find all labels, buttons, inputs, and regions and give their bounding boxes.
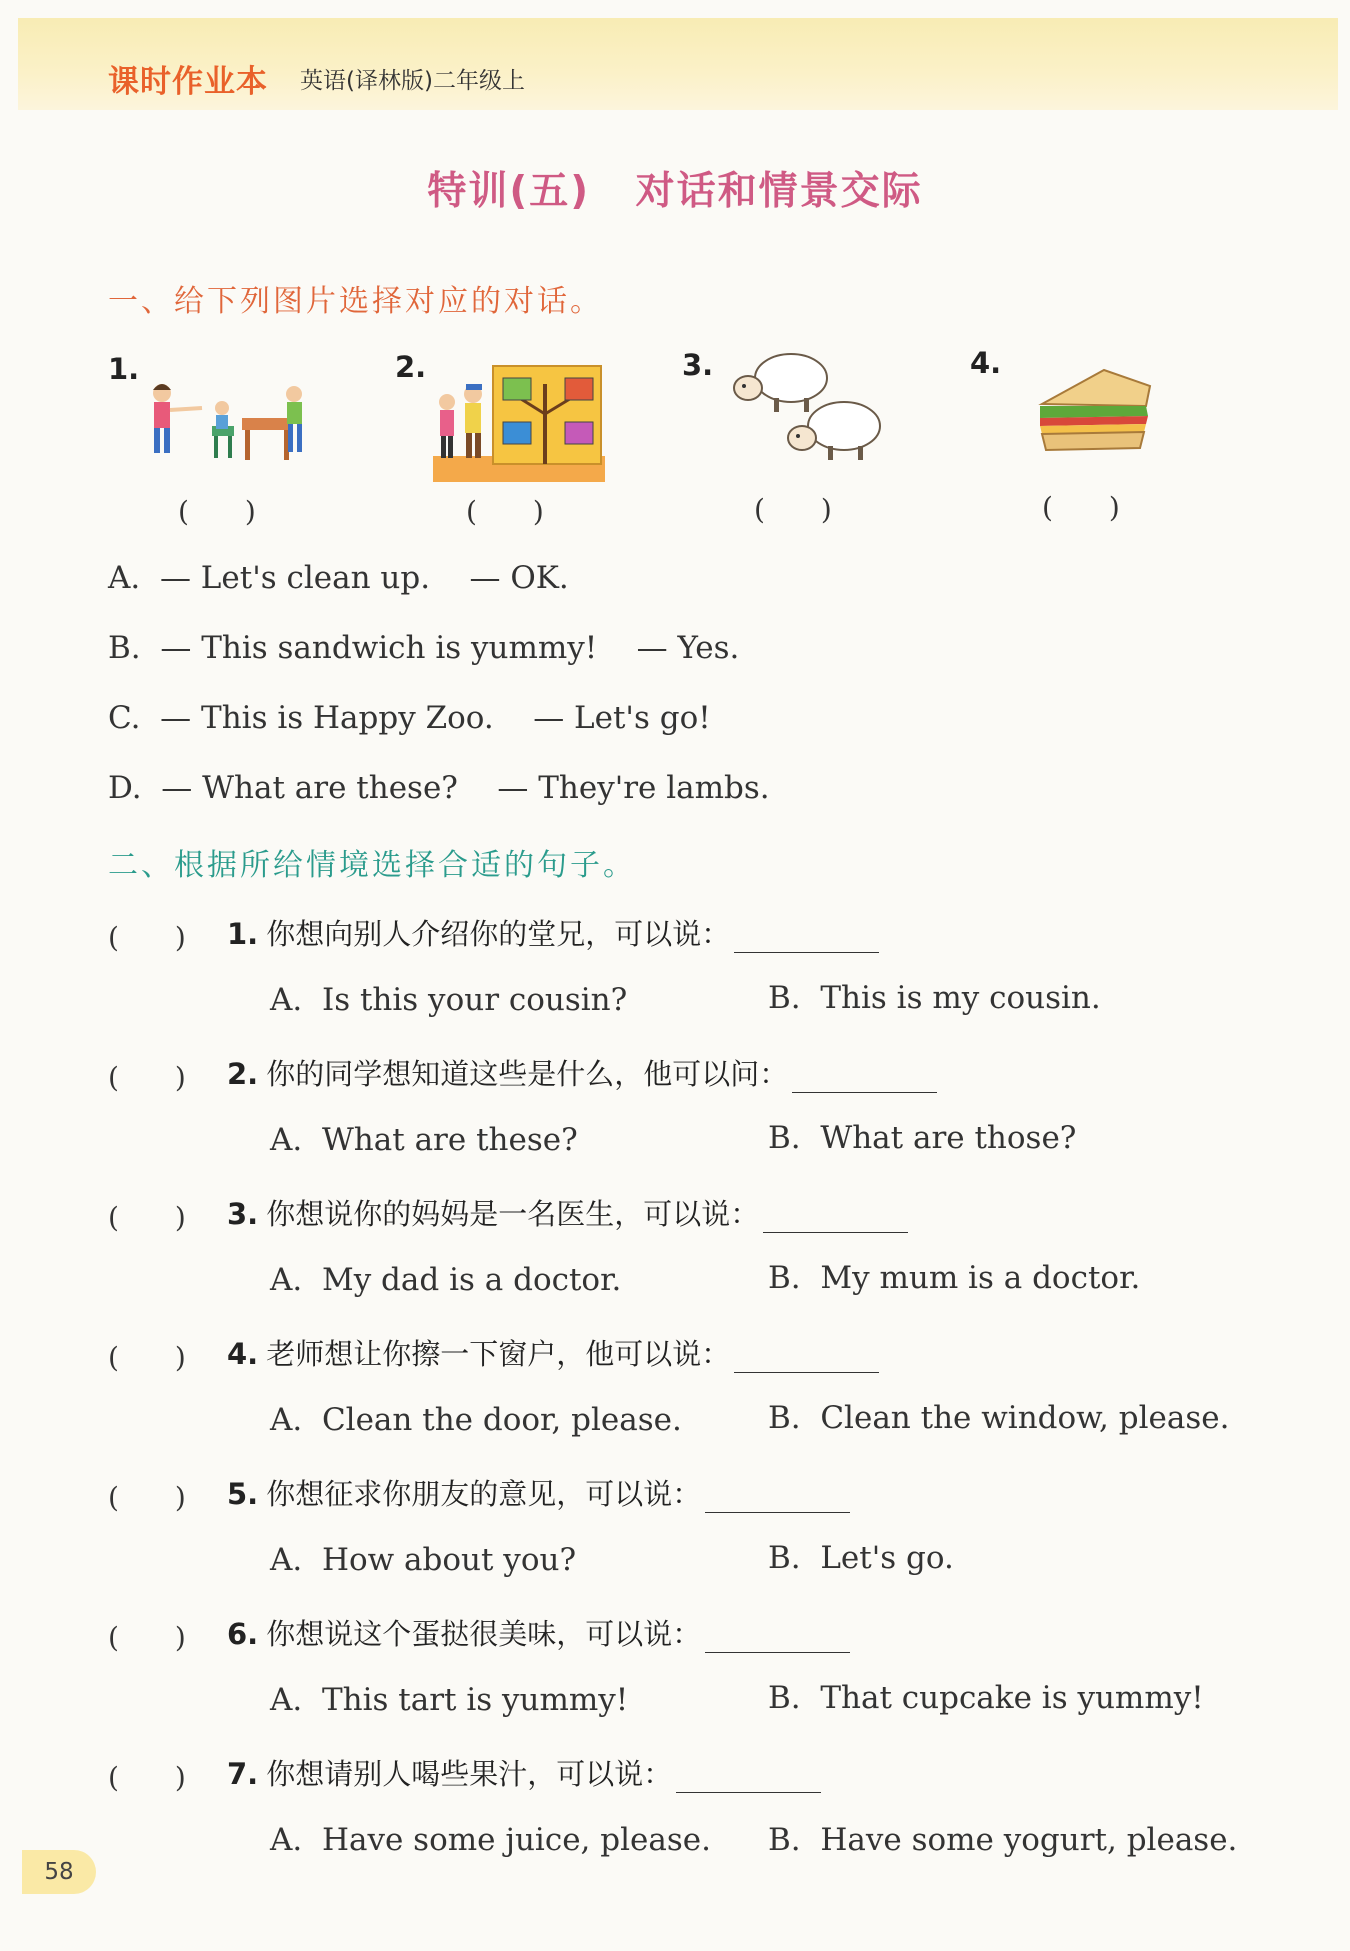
question-5-choice-a: A. How about you? <box>270 1542 577 1578</box>
answer-blank[interactable] <box>734 922 879 953</box>
answer-blank[interactable] <box>734 1342 879 1373</box>
sandwich-picture <box>1034 366 1156 456</box>
dialogue-option-b: B. — This sandwich is yummy! — Yes. <box>108 630 740 666</box>
question-1-choice-b: B. This is my cousin. <box>768 980 1101 1016</box>
question-4-answer-paren[interactable]: ( ) <box>108 1341 186 1374</box>
book-info: 英语(译林版)二年级上 <box>300 68 525 94</box>
question-5-choice-b: B. Let's go. <box>768 1540 954 1576</box>
question-1 <box>227 912 879 953</box>
question-prompt: 你的同学想知道这些是什么，他可以问： <box>266 1057 789 1091</box>
question-5-answer-paren[interactable]: ( ) <box>108 1481 186 1514</box>
question-prompt: 老师想让你擦一下窗户，他可以说： <box>266 1337 731 1371</box>
question-number: 6. <box>227 1617 259 1651</box>
question-7-choice-a: A. Have some juice, please. <box>270 1822 711 1858</box>
picture-3-number: 3. <box>682 348 714 382</box>
lambs-picture <box>726 348 886 468</box>
question-number: 7. <box>227 1757 259 1791</box>
picture-4-answer-paren[interactable]: ( ) <box>1042 491 1120 524</box>
section-2-heading: 二、根据所给情境选择合适的句子。 <box>108 848 636 883</box>
question-7-choice-b: B. Have some yogurt, please. <box>768 1822 1238 1858</box>
question-1-answer-paren[interactable]: ( ) <box>108 921 186 954</box>
question-2-choice-b: B. What are those? <box>768 1120 1077 1156</box>
classroom-cleanup-picture <box>142 378 322 468</box>
question-number: 2. <box>227 1057 259 1091</box>
page-number: 58 <box>22 1850 96 1894</box>
question-2 <box>227 1052 937 1093</box>
question-prompt: 你想请别人喝些果汁，可以说： <box>266 1757 673 1791</box>
dialogue-option-a: A. — Let's clean up. — OK. <box>108 560 569 596</box>
question-number: 3. <box>227 1197 259 1231</box>
question-prompt: 你想向别人介绍你的堂兄，可以说： <box>266 917 731 951</box>
picture-4-number: 4. <box>970 346 1002 380</box>
question-7-answer-paren[interactable]: ( ) <box>108 1761 186 1794</box>
brand-title: 课时作业本 <box>108 64 268 100</box>
question-6-choice-b: B. That cupcake is yummy! <box>768 1680 1204 1716</box>
question-6-choice-a: A. This tart is yummy! <box>270 1682 629 1718</box>
zoo-signboard-picture <box>433 364 605 482</box>
picture-1-number: 1. <box>108 352 140 386</box>
question-number: 4. <box>227 1337 259 1371</box>
question-3-choice-a: A. My dad is a doctor. <box>270 1262 622 1298</box>
answer-blank[interactable] <box>705 1622 850 1653</box>
picture-2-number: 2. <box>395 350 427 384</box>
question-3-choice-b: B. My mum is a doctor. <box>768 1260 1141 1296</box>
question-4 <box>227 1332 879 1373</box>
question-2-answer-paren[interactable]: ( ) <box>108 1061 186 1094</box>
picture-1-answer-paren[interactable]: ( ) <box>178 495 256 528</box>
question-6-answer-paren[interactable]: ( ) <box>108 1621 186 1654</box>
dialogue-option-d: D. — What are these? — They're lambs. <box>108 770 770 806</box>
question-7 <box>227 1752 821 1793</box>
picture-3-answer-paren[interactable]: ( ) <box>754 493 832 526</box>
answer-blank[interactable] <box>763 1202 908 1233</box>
question-number: 5. <box>227 1477 259 1511</box>
question-3-answer-paren[interactable]: ( ) <box>108 1201 186 1234</box>
answer-blank[interactable] <box>676 1762 821 1793</box>
answer-blank[interactable] <box>705 1482 850 1513</box>
question-prompt: 你想说这个蛋挞很美味，可以说： <box>266 1617 702 1651</box>
answer-blank[interactable] <box>792 1062 937 1093</box>
question-prompt: 你想说你的妈妈是一名医生，可以说： <box>266 1197 760 1231</box>
question-1-choice-a: A. Is this your cousin? <box>270 982 628 1018</box>
question-6 <box>227 1612 850 1653</box>
question-4-choice-b: B. Clean the window, please. <box>768 1400 1230 1436</box>
question-3 <box>227 1192 908 1233</box>
question-number: 1. <box>227 917 259 951</box>
question-2-choice-a: A. What are these? <box>270 1122 578 1158</box>
picture-2-answer-paren[interactable]: ( ) <box>466 495 544 528</box>
dialogue-option-c: C. — This is Happy Zoo. — Let's go! <box>108 700 711 736</box>
question-5 <box>227 1472 850 1513</box>
question-4-choice-a: A. Clean the door, please. <box>270 1402 682 1438</box>
page-title: 特训(五) 对话和情景交际 <box>427 169 923 214</box>
section-1-heading: 一、给下列图片选择对应的对话。 <box>108 284 603 319</box>
question-prompt: 你想征求你朋友的意见，可以说： <box>266 1477 702 1511</box>
